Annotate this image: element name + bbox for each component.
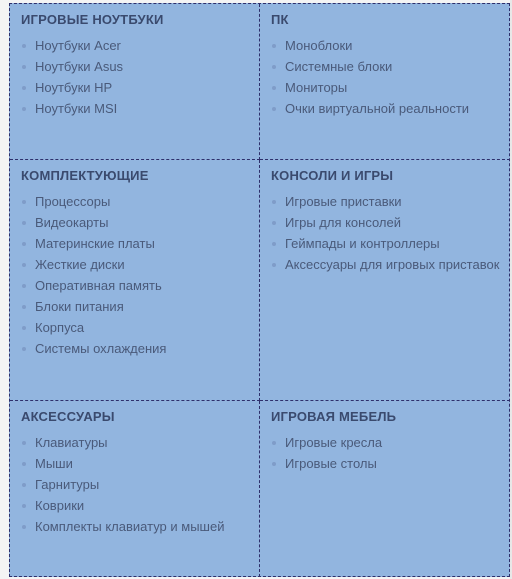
link-item[interactable]: Системы охлаждения: [21, 341, 259, 362]
category-links: [21, 194, 259, 362]
category-heading[interactable]: ИГРОВАЯ МЕБЕЛЬ: [271, 409, 397, 424]
category-links: [21, 435, 259, 540]
link-item[interactable]: Игровые столы: [271, 456, 510, 477]
link-item[interactable]: Гарнитуры: [21, 477, 259, 498]
category-gaming-laptops: [10, 4, 260, 160]
link-item[interactable]: Геймпады и контроллеры: [271, 236, 510, 257]
link-item[interactable]: Блоки питания: [21, 299, 259, 320]
category-accessories: [10, 401, 260, 577]
link-item[interactable]: Коврики: [21, 498, 259, 519]
link-item[interactable]: Комплекты клавиатур и мышей: [21, 519, 259, 540]
link-item[interactable]: Мониторы: [271, 80, 510, 101]
link-item[interactable]: Игры для консолей: [271, 215, 510, 236]
link-item[interactable]: Системные блоки: [271, 59, 510, 80]
link-item[interactable]: Ноутбуки Acer: [21, 38, 259, 59]
category-links: [271, 38, 510, 122]
link-item[interactable]: Ноутбуки MSI: [21, 101, 259, 122]
category-heading[interactable]: КОНСОЛИ И ИГРЫ: [271, 168, 394, 183]
link-item[interactable]: Клавиатуры: [21, 435, 259, 456]
category-pc: [260, 4, 510, 160]
link-item[interactable]: Оперативная память: [21, 278, 259, 299]
category-components: [10, 160, 260, 401]
link-item[interactable]: Аксессуары для игровых приставок: [271, 257, 510, 278]
link-item[interactable]: Корпуса: [21, 320, 259, 341]
category-grid: [9, 3, 510, 577]
category-consoles-games: [260, 160, 510, 401]
link-item[interactable]: Ноутбуки Asus: [21, 59, 259, 80]
link-item[interactable]: Материнские платы: [21, 236, 259, 257]
category-links: [271, 435, 510, 477]
category-heading[interactable]: КОМПЛЕКТУЮЩИЕ: [21, 168, 149, 183]
link-item[interactable]: Ноутбуки HP: [21, 80, 259, 101]
link-item[interactable]: Очки виртуальной реальности: [271, 101, 510, 122]
category-gaming-furniture: [260, 401, 510, 577]
category-heading[interactable]: ИГРОВЫЕ НОУТБУКИ: [21, 12, 164, 27]
category-heading[interactable]: ПК: [271, 12, 289, 27]
link-item[interactable]: Процессоры: [21, 194, 259, 215]
link-item[interactable]: Видеокарты: [21, 215, 259, 236]
link-item[interactable]: Жесткие диски: [21, 257, 259, 278]
category-links: [21, 38, 259, 122]
category-links: [271, 194, 510, 278]
link-item[interactable]: Игровые кресла: [271, 435, 510, 456]
link-item[interactable]: Моноблоки: [271, 38, 510, 59]
link-item[interactable]: Игровые приставки: [271, 194, 510, 215]
link-item[interactable]: Мыши: [21, 456, 259, 477]
category-heading[interactable]: АКСЕССУАРЫ: [21, 409, 115, 424]
